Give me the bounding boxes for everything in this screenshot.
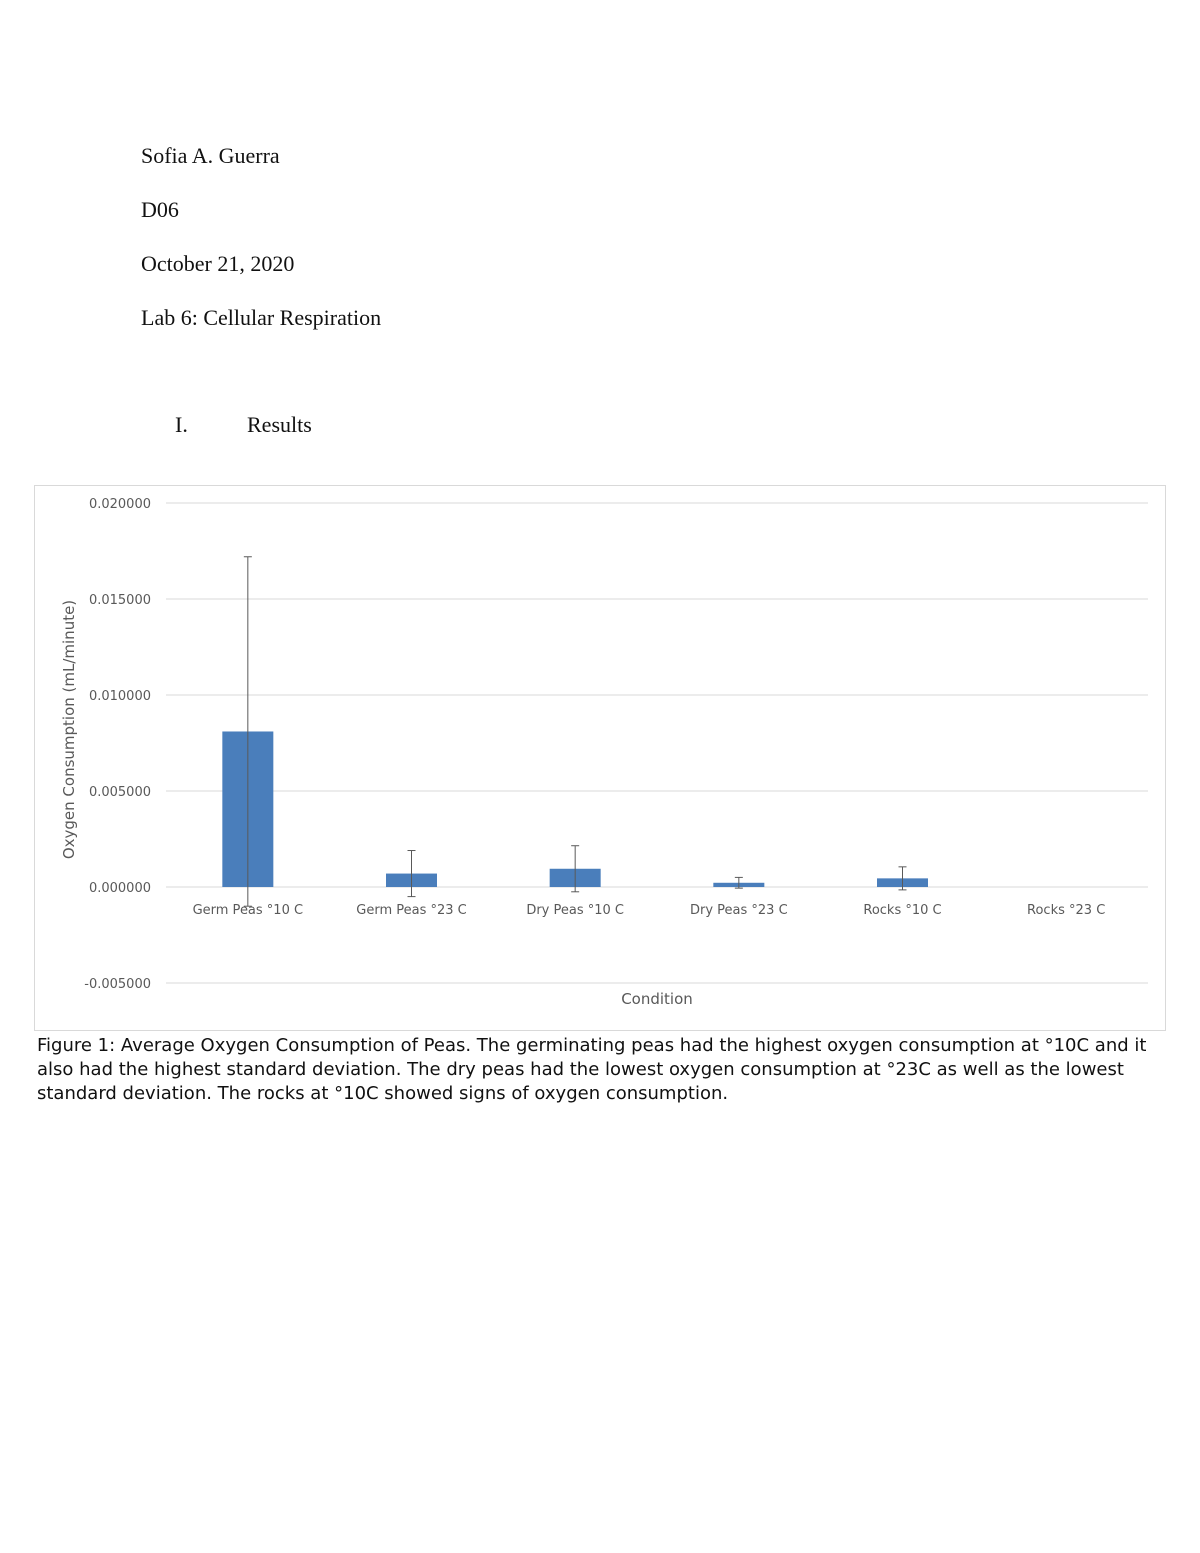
y-tick-label: -0.005000 [84, 977, 151, 992]
x-axis-title: Condition [621, 990, 693, 1008]
x-tick-label: Germ Peas °23 C [356, 903, 467, 918]
x-tick-label: Rocks °10 C [863, 903, 942, 918]
report-date: October 21, 2020 [141, 251, 295, 276]
y-tick-label: 0.005000 [88, 785, 151, 800]
y-axis-title: Oxygen Consumption (mL/minute) [60, 599, 78, 860]
x-tick-label: Germ Peas °10 C [192, 903, 304, 918]
report-title: Lab 6: Cellular Respiration [141, 305, 382, 330]
class-section: D06 [141, 197, 179, 222]
results-heading [175, 412, 312, 438]
y-tick-label: 0.015000 [88, 593, 151, 608]
x-tick-label: Dry Peas °23 C [689, 903, 788, 918]
y-tick-label: 0.000000 [88, 881, 151, 896]
results-heading-text: Results [247, 412, 312, 437]
y-tick-label: 0.020000 [88, 497, 151, 512]
author-name: Sofia A. Guerra [141, 143, 280, 168]
y-tick-label: 0.010000 [88, 689, 151, 704]
x-tick-label: Dry Peas °10 C [526, 903, 625, 918]
x-tick-label: Rocks °23 C [1027, 903, 1106, 918]
figure-caption: Figure 1: Average Oxygen Consumption of Peas. The germinating peas had the highest oxygen consumption at °10C and it also had the highest standard deviation. The dry peas had the lowest oxygen consumption at °23C as well as the lowest standard deviation. The rocks at °10C showed signs of oxygen consumption. [37, 1035, 1147, 1104]
results-heading-number: I. [175, 412, 188, 437]
oxygen-consumption-chart [34, 485, 1166, 1031]
chart-canvas [35, 486, 1167, 1032]
